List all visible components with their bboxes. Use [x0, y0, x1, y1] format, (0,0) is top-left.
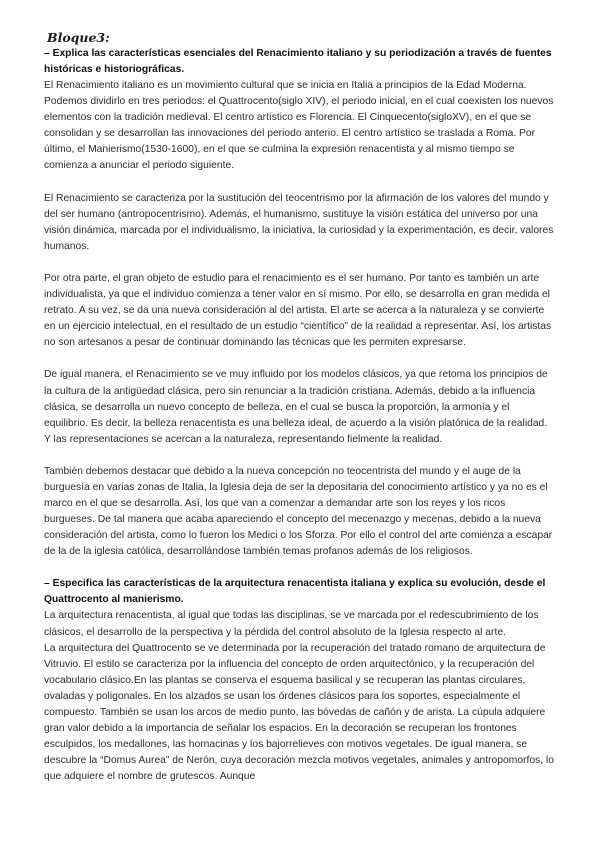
section-2-question: – Especifica las características de la arquitectura renacentista italiana y explica su evolución, desde el Quattrocento al manierismo.: [44, 578, 546, 606]
block-title: Bloque3:: [47, 30, 110, 45]
section-1-paragraph-5: También debemos destacar que debido a la nueva concepción no teocentrista del mundo y el auge de la burguesía en varias zonas de Italia, la Iglesia deja de ser la depositaria del conocimiento artístico y ya no es el marco en el que se desarrolla. Así, los que van a comenzar a demandar arte son los reyes y los ricos burgueses. De tal manera que acaba apareciendo el concepto del mecenazgo y mecenas, debido a la nueva consideración del artista, como lo fueron los Medici o los Sforza. Por ello el control del arte comienza a escapar de la de la iglesia católica, desarrollándose también temas profanos además de los religiosos.: [44, 465, 553, 558]
section-1-question: – Explica las características esenciales del Renacimiento italiano y su periodización a través de fuentes históricas e historiográficas.: [44, 48, 552, 75]
section-2-paragraph-1: La arquitectura renacentista, al igual que todas las disciplinas, se ve marcada por el redescubrimiento de los clásicos, el desarrollo de la perspectiva y la pérdida del control absoluto de la Iglesia respecto al arte.: [44, 610, 539, 638]
section-1-paragraph-4: De igual manera, el Renacimiento se ve muy influido por los modelos clásicos, ya que retoma los principios de la cultura de la antigüedad clásica, pero sin renunciar a la tradición cristiana. Además, debido a la influencia clásica, se desarrolla un nuevo concepto de belleza, en el cual se busca la proporción, la armonía y el equilibrio. Es decir, la belleza renacentista es una belleza ideal, de acuerdo a la visión platónica de la realidad. Y las representaciones se acercan a la naturaleza, representando fielmente la realidad.: [44, 369, 548, 445]
section-1-paragraph-1: El Renacimiento italiano es un movimiento cultural que se inicia en Italia a principios de la Edad Moderna. Podemos dividirlo en tres periodos: el Quattrocento(siglo XIV), el periodo inicial, en el cual coexisten los nuevos elementos con la tradición medieval. El centro artístico es Florencia. El Cinquecento(sigloXV), en el que se consolidan y se desarrollan las innovaciones del periodo anterio. El centro artístico se traslada a Roma. Por último, el Manierismo(1530-1600), en el que se culmina la expresión renacentista y al mismo tiempo se comienza a anunciar el periodo siguiente.: [44, 80, 554, 172]
section-1-paragraph-2: El Renacimiento se caracteriza por la sustitución del teocentrismo por la afirmación de los valores del mundo y del ser humano (antropocentrismo). Además, el humanismo, sustituye la visión estática del universo por una visión dinámica, marcada por el individualismo, la iniciativa, la curiosidad y la experimentación, es decir, valores humanos.: [44, 192, 554, 252]
section-1-paragraph-3: Por otra parte, el gran objeto de estudio para el renacimiento es el ser humano. Por tanto es también un arte individualista, ya que el individuo comienza a tener valor en sí mismo. Por ello, se desarrolla en gran medida el retrato. A su vez, se da una nueva consideración al del artista. El arte se acerca a la naturaleza y se convierte en un ejercicio intelectual, en el resultado de un estudio “científico” de la realidad a representar. Así, los artistas no son artesanos a pesar de continuar dominando las técnicas que les permiten expresarse.: [44, 272, 552, 349]
section-2-paragraph-2: La arquitectura del Quattrocento se ve determinada por la recuperación del tratado romano de arquitectura de Vitruvio. El estilo se caracteriza por la influencia del concepto de orden arquitectónico, y la recuperación del vocabulario clásico.En las plantas se conserva el esquema basilical y se recuperan las plantas circulares, ovaladas y poligonales. En los alzados se usan los órdenes clásicos para los soportes, especialmente el compuesto. También se usan los arcos de medio punto, las bóvedas de cañón y de arista. La cúpula adquiere gran valor debido a la importancia de señalar los espacios. En la decoración se recuperan los frontones esculpidos, los medallones, las hornacinas y los bajorrelieves con motivos vegetales. De igual manera, se descubre la “Domus Aurea” de Nerón, cuya decoración mezcla motivos vegetales, animales y antropomorfos, lo que adquiere el nombre de grutescos. Aunque: [44, 642, 554, 783]
